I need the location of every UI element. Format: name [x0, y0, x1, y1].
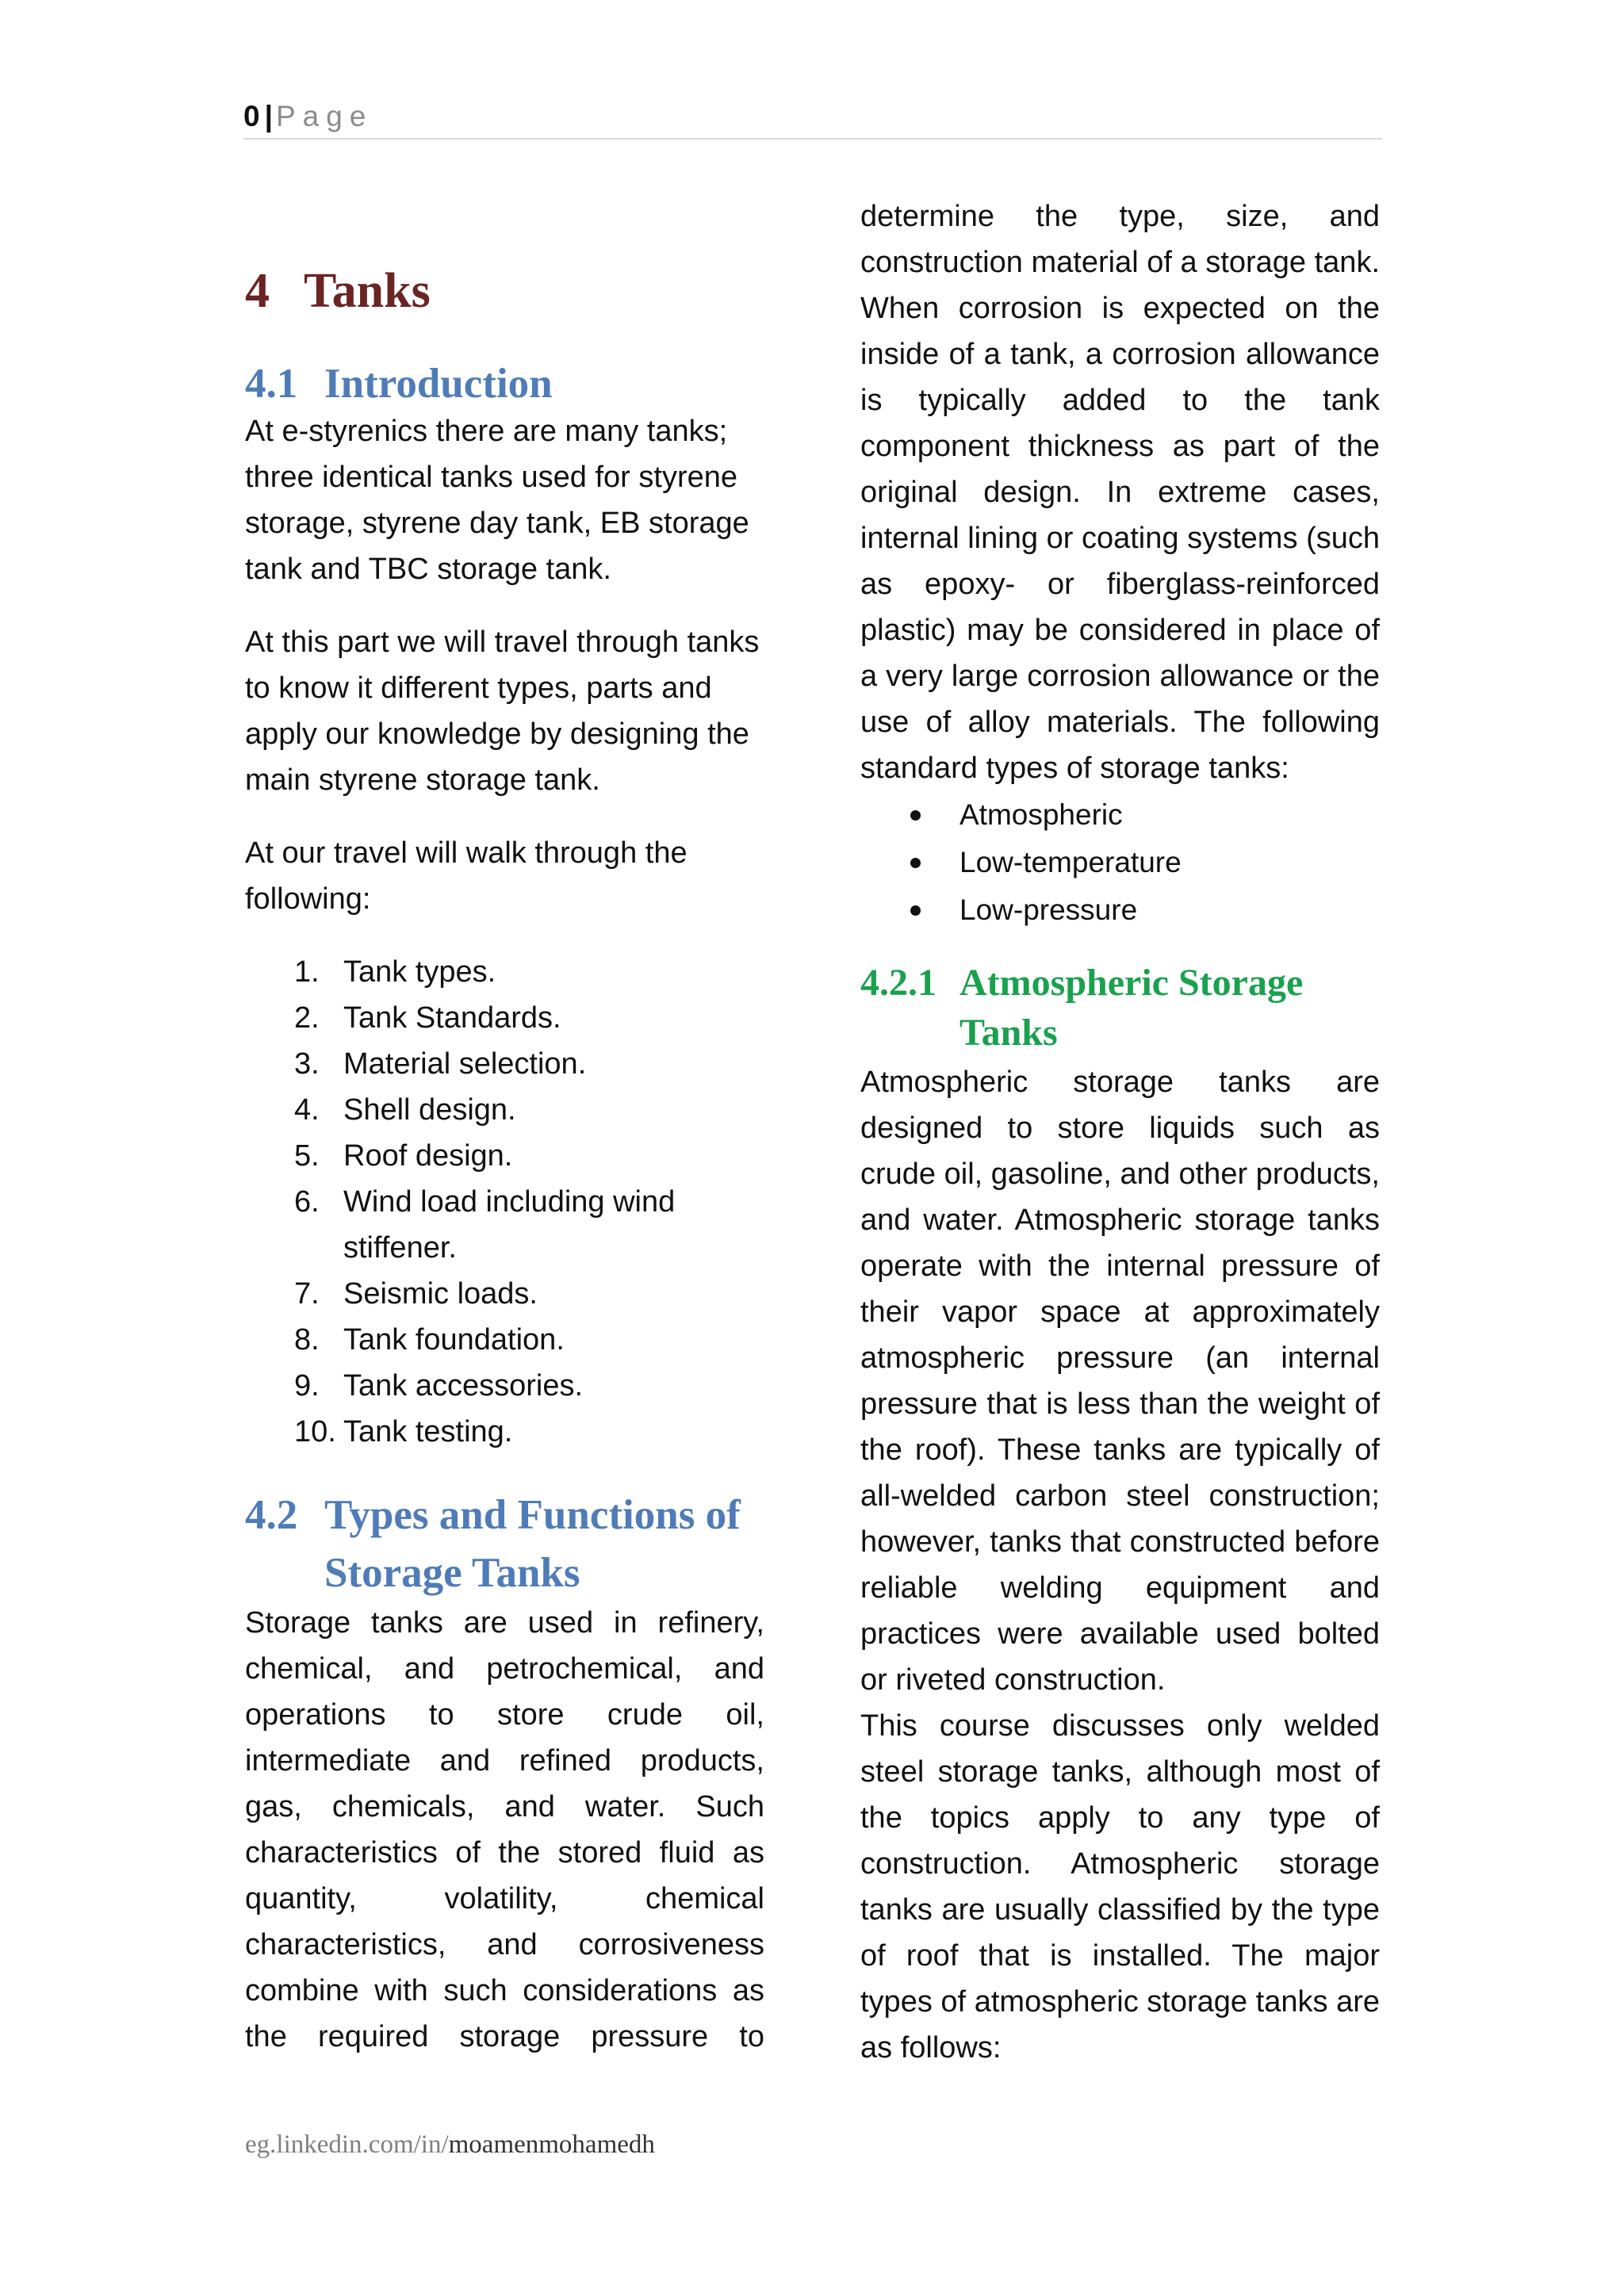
list-item: 2. Tank Standards. [294, 1001, 561, 1035]
types-paragraph-part-1 [245, 1600, 764, 2060]
atmospheric-paragraph-1: Atmospheric storage tanks are designed to store liquids such as crude oil, gasoline, and other products, and water. Atmospheric storage tanks operate with the internal pressure of their vapor space at approximately atmospheric pressure (an internal pressure that is less than the weight of the roof). These tanks are typically of all-welded carbon steel construction; however, tanks that constructed before reliable welding equipment and practices were available used bolted or riveted construction. [860, 1066, 1380, 1697]
section-4-2-1-heading [860, 958, 1380, 1058]
section-4-1-number: 4.1 [245, 361, 298, 407]
footer-link-handle: moamenmohamedh [448, 2130, 655, 2159]
page-number: 0 [243, 100, 260, 132]
list-item: 10. Tank testing. [294, 1415, 513, 1448]
list-item: 5. Roof design. [294, 1139, 513, 1173]
list-item: 6. Wind load including wind stiffener. [294, 1185, 676, 1265]
list-item: 7. Seismic loads. [294, 1277, 538, 1311]
list-item: 9. Tank accessories. [294, 1369, 584, 1402]
list-item: Low-pressure [860, 886, 1380, 934]
list-item: Low-temperature [860, 839, 1380, 886]
section-4-title: Tanks [304, 264, 431, 318]
section-4-2-1-number: 4.2.1 [860, 962, 936, 1004]
bullet-icon [910, 858, 921, 868]
page-word: Page [275, 100, 373, 132]
right-column [860, 791, 1380, 2071]
list-item: 4. Shell design. [294, 1093, 516, 1127]
section-4-heading [245, 262, 431, 320]
atmospheric-paragraph-2: This course discusses only welded steel storage tanks, although most of the topics apply to any type of construction. Atmospheric storage tanks are usually classified by the type of roof that is installed. The major types of atmospheric storage tanks are as follows: [860, 1709, 1380, 2064]
section-4-2-heading [245, 1487, 764, 1602]
section-4-1-heading [245, 355, 764, 413]
left-column [245, 355, 764, 1602]
topics-list [245, 949, 764, 1455]
intro-paragraph-2: At this part we will travel through tanks to know it different types, parts and apply our knowledge by designing the main styrene storage tank. [245, 626, 760, 797]
types-paragraph: Storage tanks are used in refinery, chemical, and petrochemical, and operations to store crude oil, intermediate and refined products, gas, chemicals, and water. Such characteristics of the stored fluid as quantity, volatility, chemical characteristics, and corrosiveness combine with such considerations as the required storage pressure to [245, 1606, 764, 2053]
page-header [243, 97, 1382, 140]
section-4-2-number: 4.2 [245, 1492, 298, 1538]
tank-types-list [860, 791, 1380, 934]
section-4-2-1-title: Atmospheric Storage Tanks [959, 962, 1304, 1054]
list-item: 1. Tank types. [294, 955, 496, 989]
list-item: 3. Material selection. [294, 1047, 587, 1081]
bullet-icon [910, 810, 921, 821]
types-paragraph-continued: determine the type, size, and construction material of a storage tank. When corrosion is expected on the inside of a tank, a corrosion allowance is typically added to the tank component thickness as part of the original design. In extreme cases, internal lining or coating systems (such as epoxy- or fiberglass-reinforced plastic) may be considered in place of a very large corrosion allowance or the use of alloy materials. The following standard types of storage tanks: [860, 200, 1380, 785]
page-footer [245, 2129, 655, 2160]
intro-paragraph-1: At e-styrenics there are many tanks; three identical tanks used for styrene storage, styrene day tank, EB storage tank and TBC storage tank. [245, 415, 749, 586]
header-separator: | [264, 100, 273, 132]
section-4-number: 4 [245, 264, 270, 318]
types-paragraph-part-2 [860, 193, 1380, 791]
section-4-1-title: Introduction [324, 361, 553, 407]
section-4-2-title: Types and Functions of Storage Tanks [324, 1492, 741, 1596]
footer-link-prefix: eg.linkedin.com/in/ [245, 2130, 449, 2159]
bullet-icon [910, 905, 921, 916]
list-item: 8. Tank foundation. [294, 1323, 565, 1357]
intro-paragraph-3: At our travel will walk through the following: [245, 836, 688, 916]
list-item: Atmospheric [860, 791, 1380, 839]
